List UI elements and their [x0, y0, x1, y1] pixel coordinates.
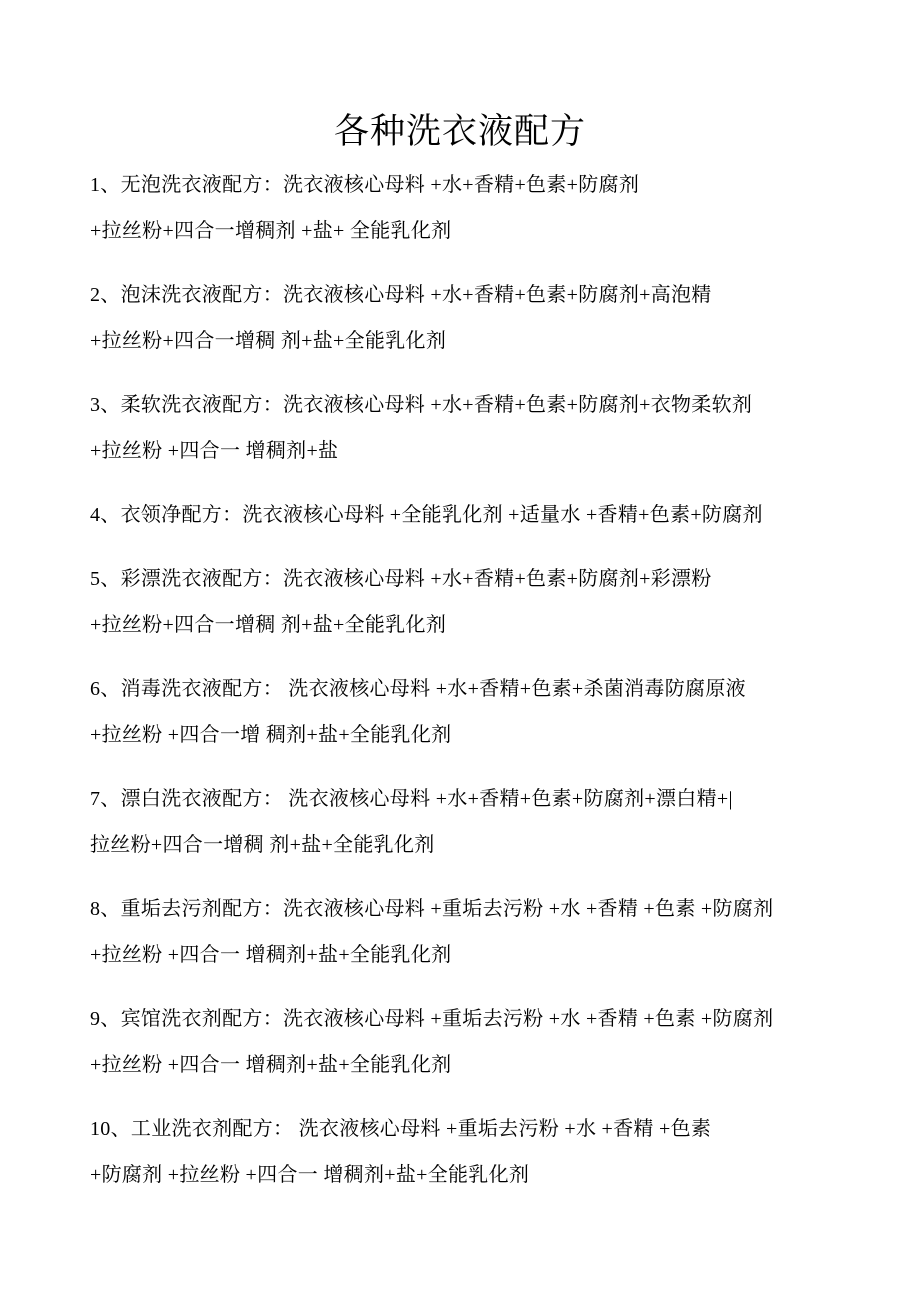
recipe-line: +防腐剂 +拉丝粉 +四合一 增稠剂+盐+全能乳化剂	[90, 1164, 530, 1186]
recipe-line: 6、消毒洗衣液配方： 洗衣液核心母料 +水+香精+色素+杀菌消毒防腐原液	[90, 678, 746, 700]
recipe-line: 1、无泡洗衣液配方：洗衣液核心母料 +水+香精+色素+防腐剂	[90, 174, 640, 196]
recipe-paragraph-4	[90, 492, 860, 538]
recipe-paragraph-9	[90, 996, 860, 1088]
recipe-line: 10、工业洗衣剂配方： 洗衣液核心母料 +重垢去污粉 +水 +香精 +色素	[90, 1118, 712, 1140]
recipe-line: 拉丝粉+四合一增稠 剂+盐+全能乳化剂	[90, 834, 435, 856]
recipe-paragraph-8	[90, 886, 860, 978]
page-title: 各种洗衣液配方	[333, 112, 586, 151]
recipe-line: +拉丝粉+四合一增稠 剂+盐+全能乳化剂	[90, 330, 447, 352]
recipe-line: 4、衣领净配方：洗衣液核心母料 +全能乳化剂 +适量水 +香精+色素+防腐剂	[90, 504, 763, 526]
recipe-line: +拉丝粉 +四合一 增稠剂+盐	[90, 440, 339, 462]
recipe-line: 5、彩漂洗衣液配方：洗衣液核心母料 +水+香精+色素+防腐剂+彩漂粉	[90, 568, 712, 590]
recipe-line: +拉丝粉+四合一增稠 剂+盐+全能乳化剂	[90, 614, 447, 636]
recipe-paragraph-2	[90, 272, 860, 364]
recipe-paragraph-10	[90, 1106, 860, 1198]
recipe-line: 9、宾馆洗衣剂配方：洗衣液核心母料 +重垢去污粉 +水 +香精 +色素 +防腐剂	[90, 1008, 774, 1030]
recipe-line: 2、泡沫洗衣液配方：洗衣液核心母料 +水+香精+色素+防腐剂+高泡精	[90, 284, 712, 306]
recipe-line: 7、漂白洗衣液配方： 洗衣液核心母料 +水+香精+色素+防腐剂+漂白精+|	[90, 788, 733, 810]
recipe-line: 3、柔软洗衣液配方：洗衣液核心母料 +水+香精+色素+防腐剂+衣物柔软剂	[90, 394, 753, 416]
recipe-paragraph-7	[90, 776, 860, 868]
recipe-paragraph-5	[90, 556, 860, 648]
recipe-line: +拉丝粉+四合一增稠剂 +盐+ 全能乳化剂	[90, 220, 452, 242]
recipe-line: +拉丝粉 +四合一 增稠剂+盐+全能乳化剂	[90, 1054, 452, 1076]
recipe-line: +拉丝粉 +四合一 增稠剂+盐+全能乳化剂	[90, 944, 452, 966]
recipe-list	[90, 162, 860, 1198]
recipe-paragraph-1	[90, 162, 860, 254]
recipe-line: +拉丝粉 +四合一增 稠剂+盐+全能乳化剂	[90, 724, 452, 746]
recipe-line: 8、重垢去污剂配方：洗衣液核心母料 +重垢去污粉 +水 +香精 +色素 +防腐剂	[90, 898, 774, 920]
recipe-paragraph-3	[90, 382, 860, 474]
recipe-paragraph-6	[90, 666, 860, 758]
